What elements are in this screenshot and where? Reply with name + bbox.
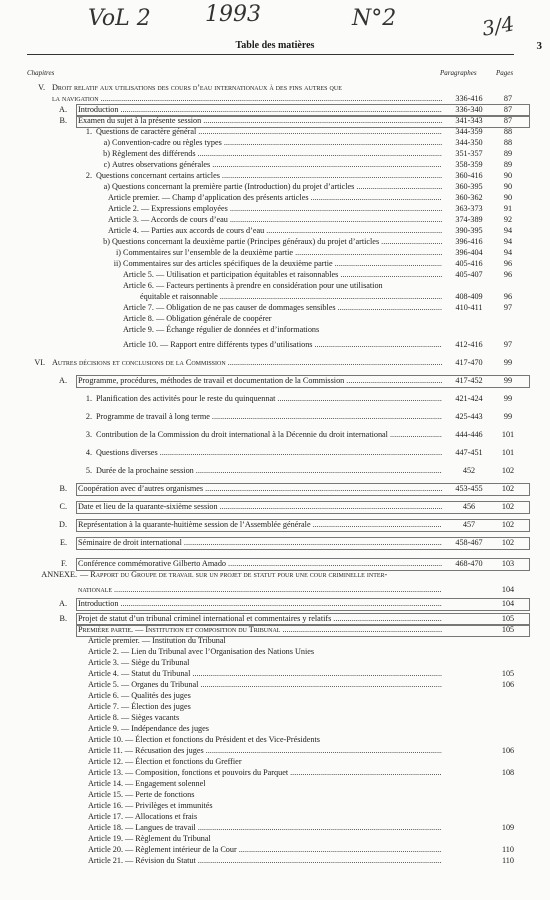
toc-row-title: Contribution de la Commission du droit international à la Décennie du droit international <box>96 430 388 439</box>
toc-row-paragraphs: 336-416 <box>455 94 483 103</box>
toc-row <box>0 668 550 679</box>
toc-row-title: Article 17. — Allocations et frais <box>88 812 198 821</box>
toc-row-paragraphs: 412-416 <box>455 340 483 349</box>
toc-row-page: 90 <box>503 193 513 202</box>
toc-row-page: 89 <box>503 149 513 158</box>
dot-leader <box>212 159 442 170</box>
toc-row-page: 88 <box>503 138 513 147</box>
toc-row-number: 1. <box>85 394 92 403</box>
toc-row-title: Questions concernant la première partie (Introduction) du projet d’articles <box>112 182 355 191</box>
toc-row <box>0 214 550 225</box>
dot-leader <box>381 236 442 247</box>
toc-row-paragraphs: 374-389 <box>455 215 483 224</box>
toc-row-title: Première partie. — Institution et composition du Tribunal <box>78 625 281 634</box>
toc-row-paragraphs: 468-470 <box>455 559 483 568</box>
toc-row-page: 91 <box>503 204 513 213</box>
toc-row-title: Article 4. — Statut du Tribunal <box>88 669 191 678</box>
toc-row-page: 101 <box>501 430 515 439</box>
toc-row-title: nationale <box>78 585 112 594</box>
toc-row-number: A. <box>59 376 67 385</box>
toc-row-number: VI. <box>34 358 45 367</box>
toc-row-page: 90 <box>503 182 513 191</box>
toc-row <box>0 375 550 386</box>
toc-row <box>0 800 550 811</box>
scan-box-outline <box>76 375 530 388</box>
toc-row <box>0 778 550 789</box>
toc-row-title: Article 9. — Échange régulier de données et d’informations <box>123 325 320 334</box>
dot-leader <box>198 126 442 137</box>
toc-row-number: ii) <box>113 259 121 268</box>
toc-row-title: Convention-cadre ou règles types <box>112 138 222 147</box>
toc-row <box>0 104 550 115</box>
toc-row-paragraphs: 360-416 <box>455 171 483 180</box>
toc-row <box>0 93 550 104</box>
toc-row-title: Conférence commémorative Gilberto Amado <box>78 559 227 568</box>
dot-leader <box>230 214 442 225</box>
toc-row-title: Article 10. — Élection et fonctions du Président et des Vice-Présidents <box>88 735 320 744</box>
toc-row-title: Règlement des différends <box>112 149 196 158</box>
toc-row-page: 90 <box>503 171 513 180</box>
toc-row-title: Séminaire de droit international <box>78 538 182 547</box>
toc-row-page: 96 <box>503 259 513 268</box>
toc-row-number: b) <box>103 149 110 158</box>
toc-row <box>0 767 550 778</box>
dot-leader <box>295 247 442 258</box>
toc-row-page: 103 <box>501 559 515 568</box>
toc-row-paragraphs: 360-362 <box>455 193 483 202</box>
toc-row-page: 88 <box>503 127 513 136</box>
toc-row-paragraphs: 452 <box>462 466 476 475</box>
toc-row-paragraphs: 390-395 <box>455 226 483 235</box>
toc-row <box>0 483 550 494</box>
toc-row-page: 108 <box>501 768 515 777</box>
toc-row-page: 94 <box>503 237 513 246</box>
toc-row-title: Introduction <box>78 599 119 608</box>
toc-row-paragraphs: 444-446 <box>455 430 483 439</box>
toc-row <box>0 393 550 404</box>
toc-row-number: A. <box>59 599 67 608</box>
toc-row <box>0 302 550 313</box>
dot-leader <box>224 137 442 148</box>
toc-row-paragraphs: 447-451 <box>455 448 483 457</box>
toc-row-paragraphs: 405-407 <box>455 270 483 279</box>
handwritten-corner: 3/4 <box>480 11 517 41</box>
toc-row-number: V. <box>38 83 45 92</box>
column-header-pages: Pages <box>496 69 514 77</box>
toc-row <box>0 624 550 635</box>
toc-row-page: 109 <box>501 823 515 832</box>
toc-row-page: 92 <box>503 215 513 224</box>
toc-row-title: Questions de caractère général <box>96 127 197 136</box>
toc-row <box>0 833 550 844</box>
toc-row-title: Article 15. — Perte de fonctions <box>88 790 195 799</box>
toc-row-number: 5. <box>85 466 92 475</box>
toc-row-paragraphs: 396-416 <box>455 237 483 246</box>
toc-row <box>0 181 550 192</box>
scan-box-outline <box>76 519 530 532</box>
toc-row-title: — Rapport du Groupe de travail sur un projet de statut pour une cour criminelle inter- <box>80 570 388 579</box>
toc-row-number: c) <box>103 160 110 169</box>
toc-row-paragraphs: 358-359 <box>455 160 483 169</box>
toc-row-number: 3. <box>85 430 92 439</box>
toc-row-title: Article 8. — Obligation générale de coopérer <box>123 314 272 323</box>
toc-row-paragraphs: 408-409 <box>455 292 483 301</box>
toc-row-title: Article premier. — Champ d’application des présents articles <box>108 193 309 202</box>
toc-row-number: b) <box>103 237 110 246</box>
toc-row-paragraphs: 425-443 <box>455 412 483 421</box>
dot-leader <box>311 192 442 203</box>
toc-row-page: 99 <box>503 358 513 367</box>
dot-leader <box>340 269 442 280</box>
toc-row-title: Article 11. — Récusation des juges <box>88 746 204 755</box>
toc-row-number: a) <box>103 182 110 191</box>
dot-leader <box>206 745 442 756</box>
toc-row-title: Autres décisions et conclusions de la Commission <box>52 358 226 367</box>
toc-row <box>0 115 550 126</box>
toc-row-page: 97 <box>503 340 513 349</box>
toc-row <box>0 170 550 181</box>
dot-leader <box>335 258 442 269</box>
toc-row <box>0 126 550 137</box>
dot-leader <box>338 302 442 313</box>
dot-leader <box>198 148 442 159</box>
toc-row <box>0 291 550 302</box>
scan-box-outline <box>76 537 530 550</box>
toc-row-paragraphs: 336-340 <box>455 105 483 114</box>
page-title: Table des matières <box>235 40 315 51</box>
handwritten-volume: VoL 2 <box>88 6 151 31</box>
toc-row-title: Article 14. — Engagement solennel <box>88 779 206 788</box>
toc-row-page: 102 <box>501 484 515 493</box>
scan-box-outline <box>76 598 530 611</box>
toc-row-title: Article 9. — Indépendance des juges <box>88 724 209 733</box>
toc-row-title: Article 21. — Révision du Statut <box>88 856 196 865</box>
toc-row <box>0 501 550 512</box>
toc-row-page: 89 <box>503 160 513 169</box>
toc-row <box>0 844 550 855</box>
toc-row <box>0 313 550 324</box>
page-number: 3 <box>536 40 542 52</box>
toc-row-paragraphs: 458-467 <box>455 538 483 547</box>
dot-leader <box>200 679 442 690</box>
toc-row-number: ANNEXE. <box>41 570 77 579</box>
toc-row-title: Durée de la prochaine session <box>96 466 194 475</box>
toc-row <box>0 519 550 530</box>
toc-row <box>0 357 550 368</box>
toc-row-page: 105 <box>501 625 515 634</box>
toc-row-title: équitable et raisonnable <box>140 292 218 301</box>
toc-row <box>0 756 550 767</box>
toc-row <box>0 339 550 350</box>
toc-row-title: Planification des activités pour le reste du quinquennat <box>96 394 276 403</box>
toc-row-title: Article 12. — Élection et fonctions du Greffier <box>88 757 242 766</box>
toc-row-title: Commentaires sur l’ensemble de la deuxième partie <box>123 248 294 257</box>
toc-row-title: Article 5. — Organes du Tribunal <box>88 680 199 689</box>
dot-leader <box>198 822 442 833</box>
toc-row-page: 105 <box>501 614 515 623</box>
toc-row-title: la navigation <box>52 94 99 103</box>
toc-row <box>0 789 550 800</box>
toc-row-number: B. <box>59 484 67 493</box>
toc-row-title: Questions concernant la deuxième partie (Principes généraux) du projet d’articles <box>112 237 380 246</box>
dot-leader <box>266 225 442 236</box>
toc-row <box>0 734 550 745</box>
dot-leader <box>290 767 442 778</box>
toc-row-paragraphs: 396-404 <box>455 248 483 257</box>
toc-row-page: 110 <box>502 845 514 854</box>
toc-row-paragraphs: 405-416 <box>455 259 483 268</box>
toc-row <box>0 745 550 756</box>
toc-row <box>0 137 550 148</box>
toc-row-title: Droit relatif aux utilisations des cours d’eau internationaux à des fins autres que <box>52 83 342 92</box>
toc-row <box>0 411 550 422</box>
toc-row-title: Article 2. — Expressions employées <box>108 204 228 213</box>
toc-row-title: Date et lieu de la quarante-sixième session <box>78 502 218 511</box>
dot-leader <box>196 465 442 476</box>
toc-row-title: Programme, procédures, méthodes de travail et documentation de la Commission <box>78 376 345 385</box>
toc-row <box>0 447 550 458</box>
toc-row-paragraphs: 344-359 <box>455 127 483 136</box>
toc-row-title: Article 7. — Élection des juges <box>88 702 191 711</box>
toc-row-page: 101 <box>501 448 515 457</box>
toc-row <box>0 159 550 170</box>
dot-leader <box>222 170 442 181</box>
toc-row-number: 2. <box>85 171 92 180</box>
toc-row-number: 2. <box>85 412 92 421</box>
toc-row <box>0 247 550 258</box>
toc-row-title: Article 16. — Privilèges et immunités <box>88 801 213 810</box>
handwritten-number: N°2 <box>352 6 397 31</box>
toc-row-page: 94 <box>503 226 513 235</box>
toc-row-page: 104 <box>501 599 515 608</box>
column-header-chapitres: Chapitres <box>27 69 55 77</box>
toc-row-title: Article 2. — Lien du Tribunal avec l’Organisation des Nations Unies <box>88 647 315 656</box>
toc-row-page: 102 <box>501 520 515 529</box>
toc-row <box>0 701 550 712</box>
toc-row <box>0 723 550 734</box>
toc-row-number: A. <box>59 105 67 114</box>
toc-row-page: 99 <box>503 394 513 403</box>
handwritten-year: 1993 <box>205 2 261 27</box>
toc-row <box>0 613 550 624</box>
toc-row <box>0 258 550 269</box>
toc-row <box>0 690 550 701</box>
toc-row <box>0 225 550 236</box>
toc-row-number: F. <box>61 559 67 568</box>
toc-row <box>0 465 550 476</box>
toc-row-number: B. <box>59 116 67 125</box>
toc-row-title: Questions concernant certains articles <box>96 171 220 180</box>
dot-leader <box>101 93 442 104</box>
dot-leader <box>192 668 442 679</box>
toc-row-number: E. <box>59 538 67 547</box>
toc-row-title: Coopération avec d’autres organismes <box>78 484 204 493</box>
toc-row <box>0 558 550 569</box>
dot-leader <box>160 447 442 458</box>
header-rule <box>27 54 514 55</box>
toc-row-number: 1. <box>85 127 92 136</box>
toc-row-paragraphs: 453-455 <box>455 484 483 493</box>
toc-row-title: Commentaires sur des articles spécifiques de la deuxième partie <box>123 259 333 268</box>
toc-row <box>0 598 550 609</box>
dot-leader <box>239 844 442 855</box>
toc-row-page: 102 <box>501 502 515 511</box>
toc-row <box>0 192 550 203</box>
dot-leader <box>230 203 442 214</box>
toc-row <box>0 82 550 93</box>
toc-row <box>0 855 550 866</box>
toc-row <box>0 822 550 833</box>
toc-row-page: 104 <box>501 585 515 594</box>
toc-row-page: 106 <box>501 746 515 755</box>
toc-row-number: D. <box>59 520 67 529</box>
toc-row-title: Article 3. — Accords de cours d’eau <box>108 215 228 224</box>
toc-row-title: Article 8. — Sièges vacants <box>88 713 180 722</box>
toc-row-number: a) <box>103 138 110 147</box>
dot-leader <box>277 393 442 404</box>
toc-row-title: Article 4. — Parties aux accords de cours d’eau <box>108 226 265 235</box>
toc-row-title: Article 5. — Utilisation et participation équitables et raisonnables <box>123 270 339 279</box>
toc-row-page: 87 <box>503 105 513 114</box>
toc-row-title: Autres observations générales <box>112 160 211 169</box>
toc-row-page: 110 <box>502 856 514 865</box>
toc-row-title: Article 3. — Siège du Tribunal <box>88 658 190 667</box>
toc-row-number: i) <box>115 248 121 257</box>
toc-row-title: Questions diverses <box>96 448 158 457</box>
toc-row <box>0 236 550 247</box>
toc-row-page: 102 <box>501 466 515 475</box>
toc-row-paragraphs: 457 <box>462 520 476 529</box>
toc-row-title: Article 6. — Qualités des juges <box>88 691 191 700</box>
toc-row-page: 94 <box>503 248 513 257</box>
toc-row <box>0 203 550 214</box>
dot-leader <box>198 855 442 866</box>
dot-leader <box>390 429 442 440</box>
scan-box-outline <box>76 501 530 514</box>
toc-row <box>0 280 550 291</box>
dot-leader <box>212 411 442 422</box>
scan-box-outline <box>76 483 530 496</box>
toc-row <box>0 537 550 548</box>
toc-row <box>0 635 550 646</box>
toc-row <box>0 324 550 335</box>
toc-row-number: 4. <box>85 448 92 457</box>
toc-row-paragraphs: 456 <box>462 502 476 511</box>
toc-row <box>0 712 550 723</box>
toc-row-title: Article 6. — Facteurs pertinents à prendre en considération pour une utilisation <box>123 281 383 290</box>
toc-row <box>0 657 550 668</box>
toc-row-paragraphs: 417-470 <box>455 358 483 367</box>
toc-row <box>0 148 550 159</box>
toc-row-title: Examen du sujet à la présente session <box>78 116 202 125</box>
toc-row-title: Introduction <box>78 105 119 114</box>
dot-leader <box>220 291 442 302</box>
toc-row-paragraphs: 421-424 <box>455 394 483 403</box>
dot-leader <box>356 181 442 192</box>
toc-row-page: 87 <box>503 116 513 125</box>
toc-row-paragraphs: 360-395 <box>455 182 483 191</box>
toc-row-title: Article 20. — Règlement intérieur de la Cour <box>88 845 237 854</box>
toc-row-page: 105 <box>501 669 515 678</box>
toc-row-title: Représentation à la quarante-huitième session de l’Assemblée générale <box>78 520 311 529</box>
toc-row <box>0 811 550 822</box>
toc-row-title: Article 7. — Obligation de ne pas causer de dommages sensibles <box>123 303 336 312</box>
dot-leader <box>114 584 442 595</box>
toc-row-page: 87 <box>503 94 513 103</box>
toc-row <box>0 429 550 440</box>
toc-row-paragraphs: 344-350 <box>455 138 483 147</box>
toc-row-title: Programme de travail à long terme <box>96 412 210 421</box>
toc-row-paragraphs: 363-373 <box>455 204 483 213</box>
toc-row-title: Article 13. — Composition, fonctions et pouvoirs du Parquet <box>88 768 289 777</box>
toc-row-number: B. <box>59 614 67 623</box>
toc-row-page: 99 <box>503 412 513 421</box>
toc-row-title: Projet de statut d’un tribunal criminel international et commentaires y relatifs <box>78 614 332 623</box>
toc-row-page: 97 <box>503 303 513 312</box>
toc-row-paragraphs: 341-343 <box>455 116 483 125</box>
toc-row-paragraphs: 410-411 <box>455 303 483 312</box>
dot-leader <box>228 357 442 368</box>
toc-row-page: 96 <box>503 292 513 301</box>
toc-row-title: Article 18. — Langues de travail <box>88 823 196 832</box>
dot-leader <box>314 339 442 350</box>
toc-row <box>0 269 550 280</box>
toc-row <box>0 646 550 657</box>
toc-row-paragraphs: 417-452 <box>455 376 483 385</box>
toc-row-title: Article 19. — Règlement du Tribunal <box>88 834 211 843</box>
toc-row-page: 99 <box>503 376 513 385</box>
toc-row <box>0 679 550 690</box>
toc-row <box>0 569 550 580</box>
column-header-paragraphes: Paragraphes <box>440 69 477 77</box>
toc-row-number: C. <box>59 502 67 511</box>
toc-row <box>0 584 550 595</box>
toc-row-paragraphs: 351-357 <box>455 149 483 158</box>
toc-row-page: 96 <box>503 270 513 279</box>
toc-row-page: 102 <box>501 538 515 547</box>
toc-row-title: Article 10. — Rapport entre différents types d’utilisations <box>123 340 313 349</box>
toc-row-page: 106 <box>501 680 515 689</box>
toc-row-title: Article premier. — Institution du Tribunal <box>88 636 226 645</box>
